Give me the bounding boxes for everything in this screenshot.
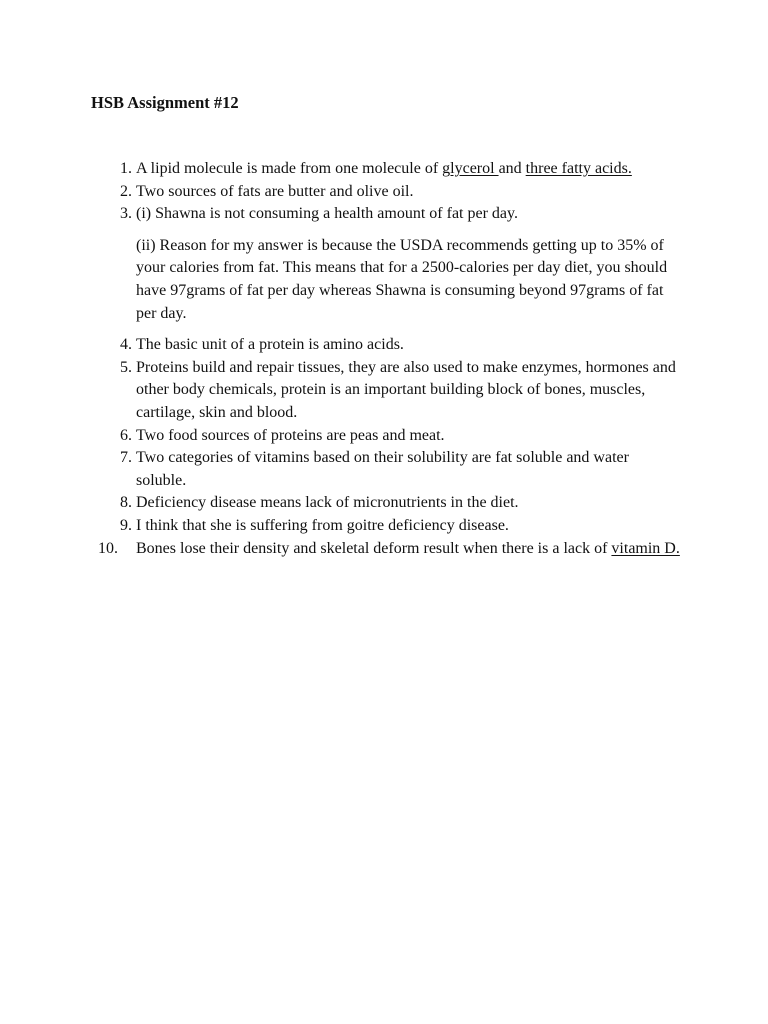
item-number: 8. (120, 494, 132, 512)
item-number: 10. (98, 539, 118, 557)
item-number: 2. (120, 182, 132, 200)
item-text: Two categories of vitamins based on their solubility are fat soluble and water soluble. (136, 449, 629, 489)
item-text: The basic unit of a protein is amino acids. (136, 336, 404, 354)
item-number: 9. (120, 516, 132, 534)
item-text: (i) Shawna is not consuming a health amount of fat per day. (136, 205, 518, 223)
list-item-8 (100, 492, 680, 515)
item-number: 1. (120, 160, 132, 177)
item-number: 4. (120, 336, 132, 354)
item-number: 3. (120, 205, 132, 223)
list-item-5 (100, 357, 680, 425)
item-text: Two sources of fats are butter and olive oil. (136, 182, 414, 200)
page-title: HSB Assignment #12 (91, 93, 239, 112)
underlined-term-vitamin-d: vitamin D. (611, 539, 680, 557)
underlined-term-fatty-acids: three fatty acids. (525, 160, 632, 177)
list-item-3-part-ii (100, 235, 680, 325)
list-item-10 (100, 538, 680, 561)
item-text: Deficiency disease means lack of micronutrients in the diet. (136, 494, 519, 512)
underlined-term-glycerol: glycerol (442, 160, 499, 177)
answer-list (100, 158, 680, 560)
list-item-6 (100, 425, 680, 448)
item-number: 6. (120, 426, 132, 444)
item-text: I think that she is suffering from goitre deficiency disease. (136, 516, 509, 534)
item-text: Proteins build and repair tissues, they are also used to make enzymes, hormones and other body chemicals, protein is an important building block of bones, muscles, cartilage, skin and blood. (136, 358, 676, 421)
list-item-4 (100, 334, 680, 357)
item-text: A lipid molecule is made from one molecule of (136, 160, 443, 177)
item-number: 5. (120, 358, 132, 376)
item-text: (ii) Reason for my answer is because the USDA recommends getting up to 35% of your calories from fat. This means that for a 2500-calories per day diet, you should have 97grams of fat per day whereas Shawna is consuming beyond 97grams of fat per day. (136, 236, 668, 322)
list-item-9 (100, 515, 680, 538)
item-text: Two food sources of proteins are peas and meat. (136, 426, 445, 444)
list-item-1 (100, 158, 680, 181)
item-text: Bones lose their density and skeletal deform result when there is a lack of (136, 539, 612, 557)
list-item-2 (100, 181, 680, 204)
list-item-3 (100, 203, 680, 226)
list-item-7 (100, 447, 680, 492)
item-text-connector: and (498, 160, 526, 177)
item-number: 7. (120, 449, 132, 467)
